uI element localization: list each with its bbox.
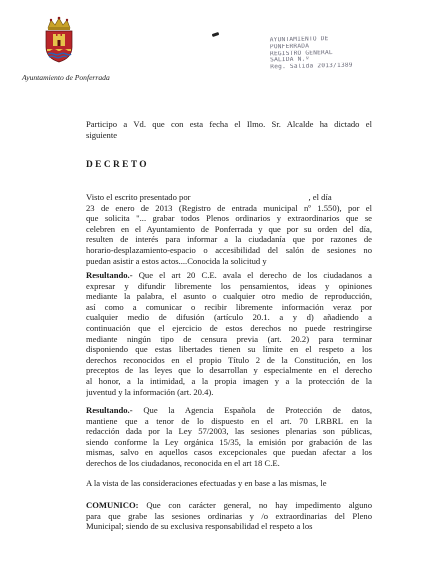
resultando-text: Que la Agencia Española de Protección de datos, [132,405,372,415]
resultando-2-paragraph [86,405,372,469]
text-line: así como a comunicar o recibir libremente información veraz por [86,301,372,312]
ink-mark [212,32,220,37]
text-line [86,500,372,511]
text-line: mismas, salvo en aquellos casos excepcionales que puedan afectar a los [86,447,372,458]
registry-stamp [270,35,401,72]
stamp-line: SALIDA N.º [270,55,310,64]
text-line: derechos reconocidos en el propio Título 2 de la Constitución, en los [86,354,372,365]
text-line: mantiene que a tenor de lo dispuesto en el art. 70 LRBRL en la [86,415,372,426]
text-line [86,405,372,416]
stamp-line: Reg. Salida 2013/1389 [270,61,353,71]
visto-start: Visto el escrito presentado por [86,192,191,202]
text-line: que solicita "... grabar todos Plenos ordinarios y extraordinarios que se [86,213,372,224]
text-line: resulten de interés para informar a la ciudadanía que por razones de [86,234,372,245]
text-line: mediante ningún tipo de censura previa (art. 20.2) para terminar [86,333,372,344]
intro-paragraph [86,119,372,140]
text-line: Municipal; siendo de su exclusiva responsabilidad el respeto a los [86,521,313,532]
text-line: derechos de los ciudadanos, reconocida en el art 18 C.E. [86,457,280,468]
stamp-line: AYUNTAMIENTO DE [269,35,329,44]
text-line: 23 de enero de 2013 (Registro de entrada municipal nº 1.550), por el [86,202,372,213]
visto-paragraph [86,192,372,266]
comunico-label: COMUNICO: [86,500,139,510]
text-line: A la vista de las consideraciones efectuadas y en base a las mismas, le [86,478,327,488]
coat-of-arms-icon [42,16,76,64]
comunico-paragraph [86,500,372,532]
resultando-label: Resultando.- [86,405,133,415]
text-line: cualquier medio de difusión (artículo 20.1. a y d) añadiendo a [86,312,372,323]
resultando-text: Que el art 20 C.E. avala el derecho de los ciudadanos a [132,270,372,280]
decreto-title: DECRETO [86,160,149,170]
text-line: para que grabe las sesiones ordinarias y /o extraordinarias del Pleno [86,510,372,521]
text-line: redacción dada por la Ley 57/2003, las sesiones plenarias son públicas, [86,426,372,437]
text-line: horario-desplazamiento-espacio o accesibilidad del salón de sesiones no [86,244,372,255]
text-line: puedan asistir a estos actos....Conocida la solicitud y [86,255,267,266]
text-line [86,270,372,281]
text-line: expresar y difundir libremente los pensamientos, ideas y opiniones [86,280,372,291]
text-line: siendo conforme la Ley orgánica 15/35, la emisión por grabación de las [86,436,372,447]
text-line: juventud y la información (art. 20.4). [86,386,214,397]
text-line: preceptos de las leyes que lo desarrollan y especialmente en el derecho [86,365,372,376]
text-line [86,192,372,203]
text-line: mediante la palabra, el asunto o cualquier otro medio de reproducción, [86,291,372,302]
text-line: continuación que el ejercicio de estos derechos no puede restringirse [86,322,372,333]
stamp-line: PONFERRADA [269,42,310,51]
resultando-1-paragraph [86,270,372,397]
council-caption: Ayuntamiento de Ponferrada [22,73,110,82]
text-line: siguiente [86,129,118,140]
text-line: Participo a Vd. que con esta fecha el Ilmo. Sr. Alcalde ha dictado el [86,119,372,129]
visto-end: , el día [308,192,332,202]
vista-paragraph [86,478,372,489]
resultando-label: Resultando.- [86,270,133,280]
text-line: celebren en el Ayuntamiento de Ponferrada y que por su orden del día, [86,223,372,234]
comunico-text: Que con carácter general, no hay impedimento alguno [138,500,372,510]
text-line: al honor, a la intimidad, a la propia imagen y a la protección de la [86,375,372,386]
text-line: disponiendo que estas libertades tienen su límite en el respeto a los [86,344,372,355]
stamp-line: REGISTRO GENERAL [269,48,333,57]
